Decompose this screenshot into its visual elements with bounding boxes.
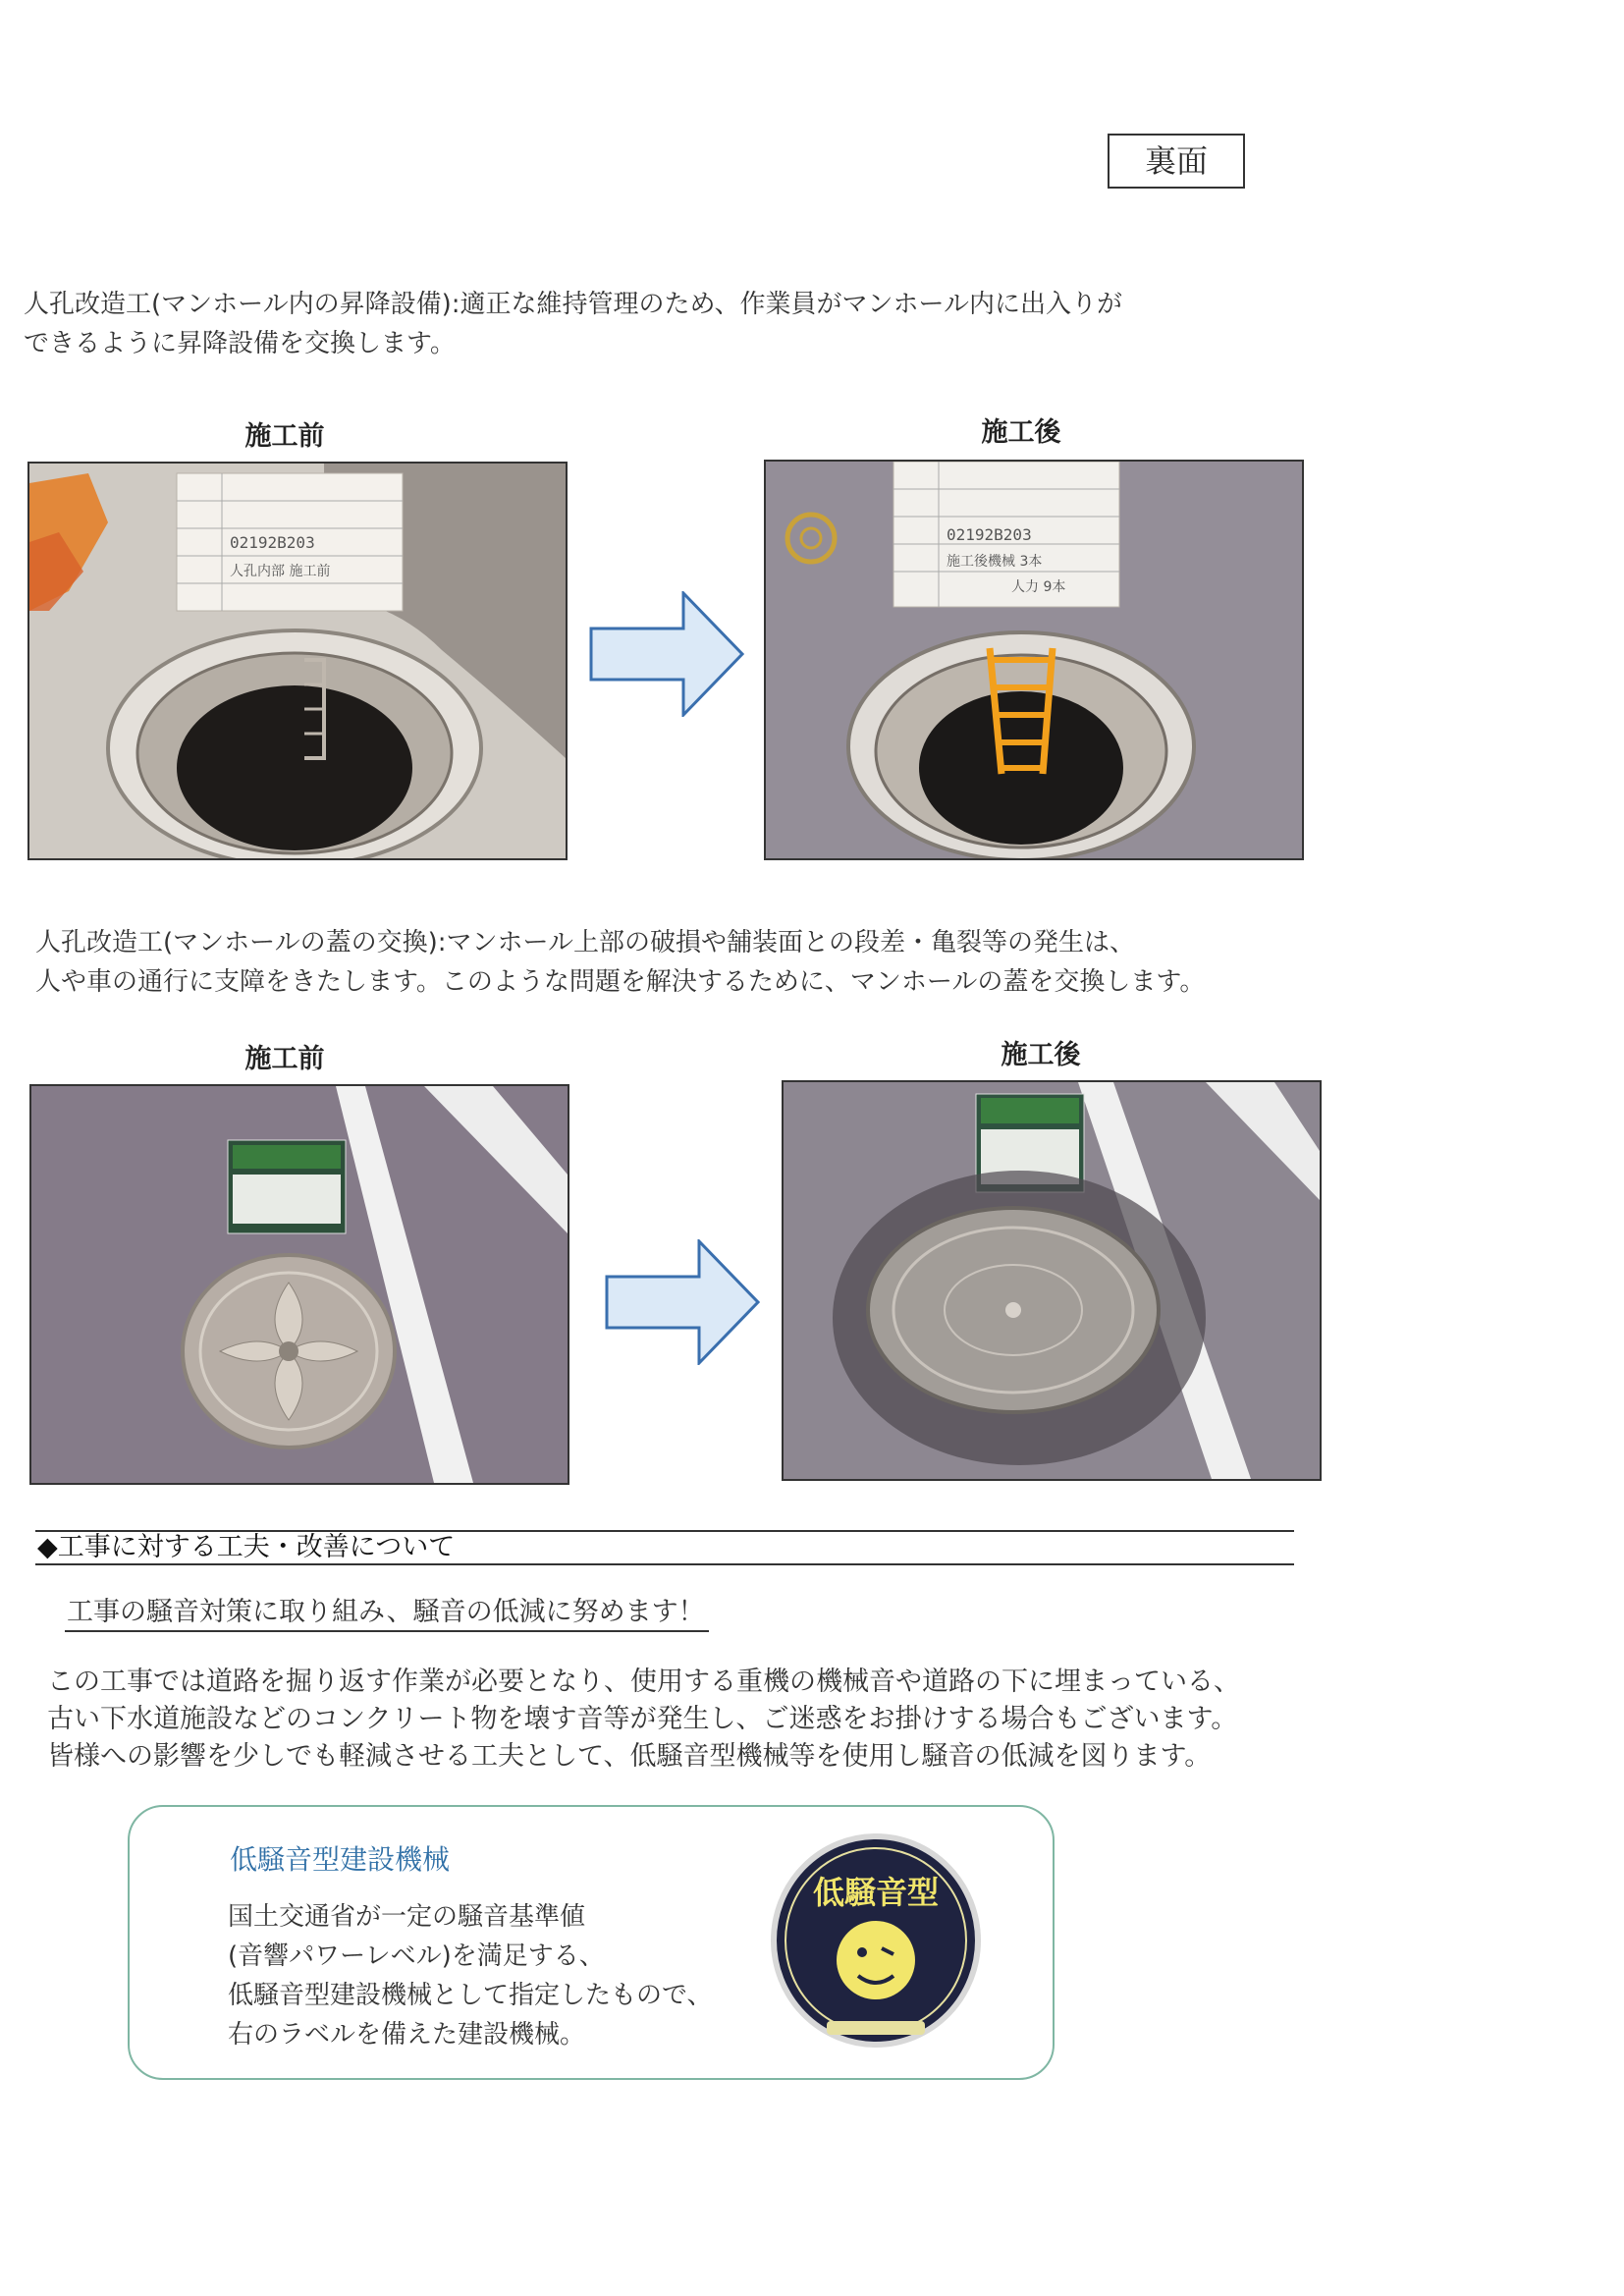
arrow-right-icon — [605, 1239, 760, 1365]
photo-manhole-interior-before — [27, 462, 568, 860]
after-caption-1: 施工後 — [981, 417, 1061, 448]
before-caption-1: 施工前 — [244, 421, 325, 452]
info-box-line: 右のラベルを備えた建設機械。 — [228, 2020, 586, 2050]
sign-text: 人力 9本 — [1011, 579, 1066, 595]
body-line: この工事では道路を掘り返す作業が必要となり、使用する重機の機械音や道路の下に埋まっている、 — [47, 1667, 1240, 1697]
divider — [35, 1563, 1294, 1565]
side-label: 裏面 — [1108, 134, 1245, 189]
info-box-text — [228, 1897, 712, 2054]
body-line: 古い下水道施設などのコンクリート物を壊す音等が発生し、ご迷惑をお掛けする場合もございます。 — [47, 1704, 1238, 1734]
sign-text: 人孔内部 施工前 — [230, 564, 331, 579]
photo-manhole-cover-before — [29, 1084, 569, 1485]
section-title-bar — [35, 1530, 1294, 1565]
info-box-line: (音響パワーレベル)を満足する、 — [228, 1941, 605, 1971]
improvements-body — [47, 1664, 1240, 1776]
badge-text: 低騒音型 — [812, 1874, 940, 1911]
photo-manhole-cover-after — [782, 1080, 1322, 1481]
after-caption-2: 施工後 — [1001, 1040, 1081, 1070]
sign-text: 施工後機械 3本 — [947, 554, 1043, 570]
body-line: 皆様への影響を少しでも軽減させる工夫として、低騒音型機械等を使用し騒音の低減を図ります。 — [47, 1741, 1212, 1772]
info-box-line: 低騒音型建設機械として指定したもので、 — [228, 1981, 713, 2010]
section2-line: 人孔改造工(マンホールの蓋の交換):マンホール上部の破損や舗装面との段差・亀裂等の発生は、 — [35, 928, 1136, 957]
section-title: ◆工事に対する工夫・改善について — [37, 1532, 456, 1562]
photo-manhole-interior-after — [764, 460, 1304, 860]
sign-text: 02192B203 — [230, 533, 315, 552]
section2-line: 人や車の通行に支障をきたします。このような問題を解決するために、マンホールの蓋を交換します。 — [35, 967, 1206, 997]
arrow-right-icon — [589, 591, 744, 717]
info-box-title: 低騒音型建設機械 — [230, 1843, 451, 1876]
before-caption-2: 施工前 — [244, 1044, 325, 1074]
sign-text: 02192B203 — [947, 525, 1032, 544]
info-box-line: 国土交通省が一定の騒音基準値 — [228, 1902, 586, 1932]
section2-description — [35, 923, 1205, 1002]
sub-heading: 工事の騒音対策に取り組み、騒音の低減に努めます！ — [65, 1595, 709, 1632]
section1-line: できるように昇降設備を交換します。 — [24, 329, 456, 358]
section1-description — [24, 285, 1122, 363]
section1-line: 人孔改造工(マンホール内の昇降設備):適正な維持管理のため、作業員がマンホール内に出入りが — [24, 290, 1122, 319]
low-noise-label-badge-icon — [768, 1832, 984, 2049]
